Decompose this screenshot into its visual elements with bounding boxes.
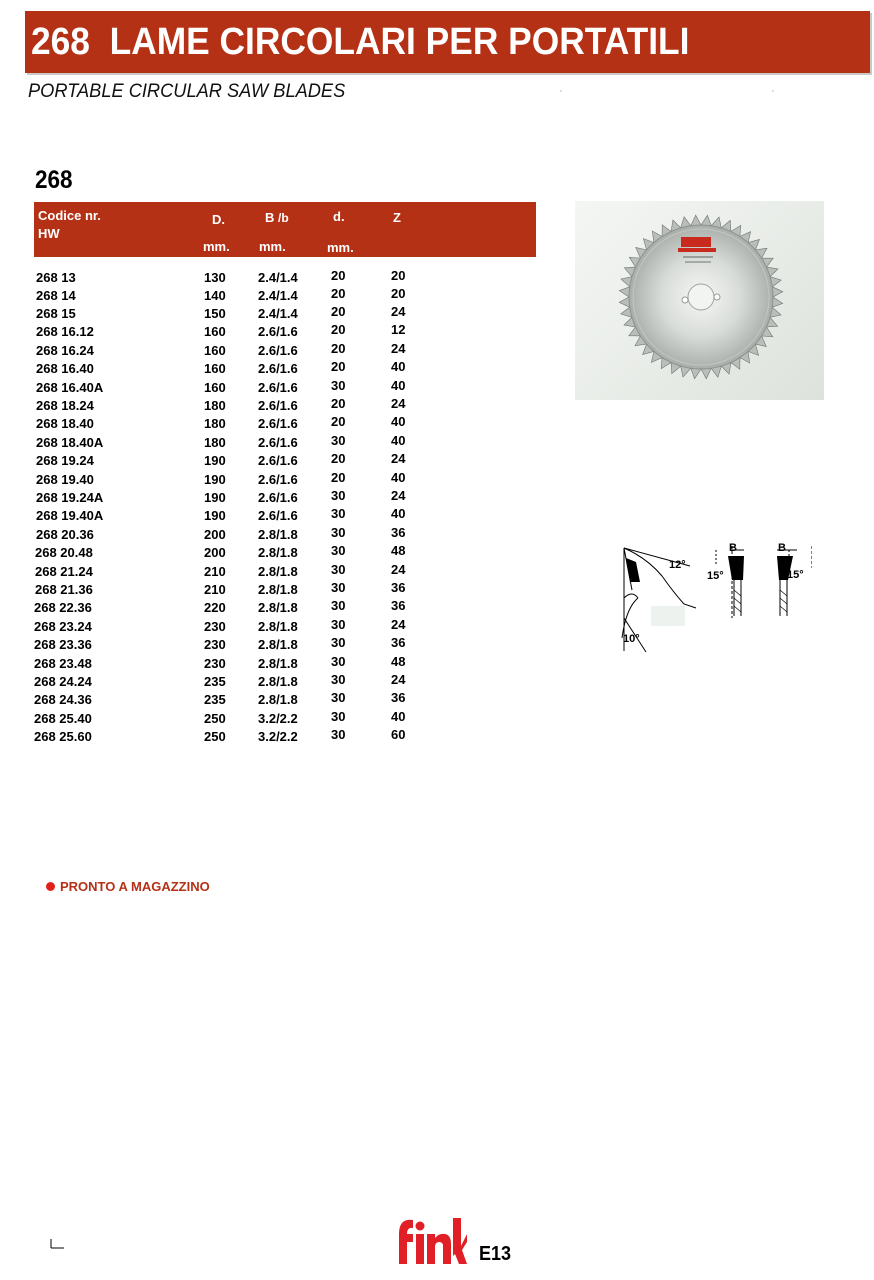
cell-code: 268 16.12: [36, 324, 94, 339]
cell-bore: 20: [331, 359, 346, 374]
cell-code: 268 19.40A: [36, 508, 104, 523]
kerf-label-left: B: [729, 542, 737, 554]
cell-bore: 30: [331, 525, 346, 540]
cell-outer-diameter: 190: [204, 490, 226, 505]
cell-teeth: 24: [391, 672, 406, 687]
cell-outer-diameter: 160: [204, 324, 226, 339]
cell-teeth: 24: [391, 562, 406, 577]
cell-code: 268 14: [36, 288, 76, 303]
header-teeth: Z: [393, 210, 401, 225]
cell-thickness: 2.8/1.8: [258, 527, 298, 542]
cell-thickness: 2.4/1.4: [258, 288, 298, 303]
cell-outer-diameter: 250: [204, 711, 226, 726]
cell-bore: 20: [331, 341, 346, 356]
cell-thickness: 2.6/1.6: [258, 435, 298, 450]
cell-teeth: 36: [391, 635, 406, 650]
cell-bore: 30: [331, 580, 346, 595]
cell-outer-diameter: 190: [204, 508, 226, 523]
cell-teeth: 40: [391, 433, 406, 448]
cell-outer-diameter: 230: [204, 656, 226, 671]
cell-thickness: 2.6/1.6: [258, 416, 298, 431]
stock-note: [46, 879, 210, 894]
cell-bore: 30: [331, 543, 346, 558]
header-bore: d.: [333, 209, 345, 224]
cell-teeth: 36: [391, 525, 406, 540]
cell-bore: 30: [331, 378, 346, 393]
cell-teeth: 40: [391, 414, 406, 429]
cell-outer-diameter: 130: [204, 270, 226, 285]
cell-code: 268 20.36: [36, 527, 94, 542]
bevel-left-label: 15°: [707, 570, 724, 582]
cell-outer-diameter: 150: [204, 306, 226, 321]
cell-bore: 30: [331, 672, 346, 687]
cell-thickness: 2.6/1.6: [258, 324, 298, 339]
header-unit-b: mm.: [259, 239, 286, 254]
cell-code: 268 24.24: [34, 674, 92, 689]
saw-blade-photo: [575, 201, 824, 400]
title-banner: [25, 11, 870, 73]
blade-label-logo: [681, 237, 711, 247]
cell-bore: 30: [331, 488, 346, 503]
cell-bore: 20: [331, 451, 346, 466]
header-outer-diameter: D.: [212, 212, 225, 227]
cell-code: 268 20.48: [35, 545, 93, 560]
cell-bore: 30: [331, 562, 346, 577]
cell-teeth: 40: [391, 359, 406, 374]
section-code: 268: [35, 166, 73, 194]
cell-bore: 30: [331, 690, 346, 705]
cell-bore: 30: [331, 506, 346, 521]
cell-bore: 20: [331, 322, 346, 337]
cell-outer-diameter: 200: [204, 545, 226, 560]
cell-thickness: 2.6/1.6: [258, 343, 298, 358]
cell-code: 268 18.40A: [36, 435, 104, 450]
cell-thickness: 2.8/1.8: [258, 545, 298, 560]
cell-teeth: 20: [391, 268, 406, 283]
cell-outer-diameter: 210: [204, 582, 226, 597]
cell-code: 268 15: [36, 306, 76, 321]
cell-teeth: 36: [391, 598, 406, 613]
cell-bore: 20: [331, 470, 346, 485]
cell-code: 268 25.60: [34, 729, 92, 744]
page-subtitle: PORTABLE CIRCULAR SAW BLADES: [28, 81, 346, 102]
cell-thickness: 2.8/1.8: [258, 656, 298, 671]
cell-outer-diameter: 200: [204, 527, 226, 542]
cell-teeth: 40: [391, 470, 406, 485]
cell-thickness: 2.6/1.6: [258, 490, 298, 505]
cell-teeth: 12: [391, 322, 406, 337]
rake-angle-label: 12°: [669, 559, 686, 571]
cell-code: 268 16.24: [36, 343, 94, 358]
cell-thickness: 3.2/2.2: [258, 711, 298, 726]
cell-code: 268 23.48: [34, 656, 92, 671]
cell-outer-diameter: 180: [204, 398, 226, 413]
cell-outer-diameter: 230: [204, 637, 226, 652]
cell-bore: 30: [331, 433, 346, 448]
cell-thickness: 2.8/1.8: [258, 674, 298, 689]
header-unit-bore: mm.: [327, 240, 354, 255]
cell-teeth: 24: [391, 488, 406, 503]
cell-code: 268 19.24: [36, 453, 94, 468]
cell-code: 268 16.40: [36, 361, 94, 376]
header-code-sub: HW: [38, 226, 60, 241]
cell-thickness: 2.8/1.8: [258, 600, 298, 615]
cell-outer-diameter: 160: [204, 361, 226, 376]
cell-thickness: 2.8/1.8: [258, 564, 298, 579]
cell-teeth: 20: [391, 286, 406, 301]
cell-code: 268 18.40: [36, 416, 94, 431]
cell-teeth: 36: [391, 690, 406, 705]
cell-outer-diameter: 235: [204, 674, 226, 689]
cell-thickness: 2.4/1.4: [258, 306, 298, 321]
bevel-right-label: 15°: [787, 569, 804, 581]
stock-note-text: PRONTO A MAGAZZINO: [60, 879, 210, 894]
cell-outer-diameter: 190: [204, 453, 226, 468]
cell-code: 268 25.40: [34, 711, 92, 726]
cell-code: 268 23.36: [34, 637, 92, 652]
cell-bore: 30: [331, 709, 346, 724]
cell-outer-diameter: 180: [204, 416, 226, 431]
corner-mark: [50, 1236, 64, 1246]
cell-outer-diameter: 160: [204, 343, 226, 358]
cell-teeth: 48: [391, 543, 406, 558]
cell-bore: 20: [331, 286, 346, 301]
clearance-angle-label: 10°: [623, 633, 640, 645]
header-unit-d: mm.: [203, 239, 230, 254]
page-number: E13: [479, 1243, 512, 1265]
cell-teeth: 40: [391, 709, 406, 724]
cell-thickness: 2.4/1.4: [258, 270, 298, 285]
cell-thickness: 2.6/1.6: [258, 472, 298, 487]
table-header: [34, 202, 536, 257]
stock-bullet-icon: [46, 882, 55, 891]
cell-teeth: 48: [391, 654, 406, 669]
cell-teeth: 36: [391, 580, 406, 595]
cell-code: 268 19.40: [36, 472, 94, 487]
page-title: 268 LAME CIRCOLARI PER PORTATILI: [31, 21, 690, 63]
cell-teeth: 24: [391, 396, 406, 411]
cell-thickness: 2.6/1.6: [258, 398, 298, 413]
cell-outer-diameter: 140: [204, 288, 226, 303]
cell-outer-diameter: 160: [204, 380, 226, 395]
cell-code: 268 23.24: [34, 619, 92, 634]
cell-bore: 20: [331, 268, 346, 283]
cell-teeth: 24: [391, 451, 406, 466]
header-thickness-main: B: [265, 210, 275, 225]
cell-code: 268 22.36: [34, 600, 92, 615]
kerf-label-right: B: [778, 542, 786, 554]
cell-bore: 20: [331, 396, 346, 411]
cell-code: 268 24.36: [34, 692, 92, 707]
cell-bore: 20: [331, 414, 346, 429]
cell-code: 268 21.36: [35, 582, 93, 597]
cell-outer-diameter: 235: [204, 692, 226, 707]
cell-teeth: 40: [391, 506, 406, 521]
cell-thickness: 2.8/1.8: [258, 692, 298, 707]
cell-bore: 30: [331, 654, 346, 669]
cell-bore: 30: [331, 617, 346, 632]
cell-outer-diameter: 180: [204, 435, 226, 450]
cell-teeth: 60: [391, 727, 406, 742]
cell-teeth: 24: [391, 304, 406, 319]
header-rule: [560, 79, 874, 81]
cell-thickness: 2.6/1.6: [258, 380, 298, 395]
cell-outer-diameter: 190: [204, 472, 226, 487]
cell-bore: 20: [331, 304, 346, 319]
cell-thickness: 2.6/1.6: [258, 453, 298, 468]
cell-teeth: 24: [391, 341, 406, 356]
cell-code: 268 16.40A: [36, 380, 104, 395]
cell-thickness: 2.6/1.6: [258, 361, 298, 376]
cell-outer-diameter: 250: [204, 729, 226, 744]
cell-thickness: 2.8/1.8: [258, 619, 298, 634]
cell-bore: 30: [331, 727, 346, 742]
cell-bore: 30: [331, 635, 346, 650]
cell-thickness: 2.8/1.8: [258, 582, 298, 597]
cell-thickness: 3.2/2.2: [258, 729, 298, 744]
header-thickness: [265, 210, 289, 225]
cell-code: 268 13: [36, 270, 76, 285]
cell-code: 268 18.24: [36, 398, 94, 413]
cell-thickness: 2.8/1.8: [258, 637, 298, 652]
header-thickness-sub: /b: [278, 211, 289, 225]
cell-teeth: 24: [391, 617, 406, 632]
cell-thickness: 2.6/1.6: [258, 508, 298, 523]
tooth-geometry-diagram: [612, 538, 812, 658]
cell-code: 268 21.24: [35, 564, 93, 579]
cell-code: 268 19.24A: [36, 490, 104, 505]
cell-teeth: 40: [391, 378, 406, 393]
logo-text: fink: [395, 1216, 397, 1217]
cell-outer-diameter: 210: [204, 564, 226, 579]
cell-outer-diameter: 220: [204, 600, 226, 615]
header-code-label: Codice nr.: [38, 208, 101, 223]
cell-outer-diameter: 230: [204, 619, 226, 634]
fink-logo: [395, 1216, 467, 1271]
cell-bore: 30: [331, 598, 346, 613]
